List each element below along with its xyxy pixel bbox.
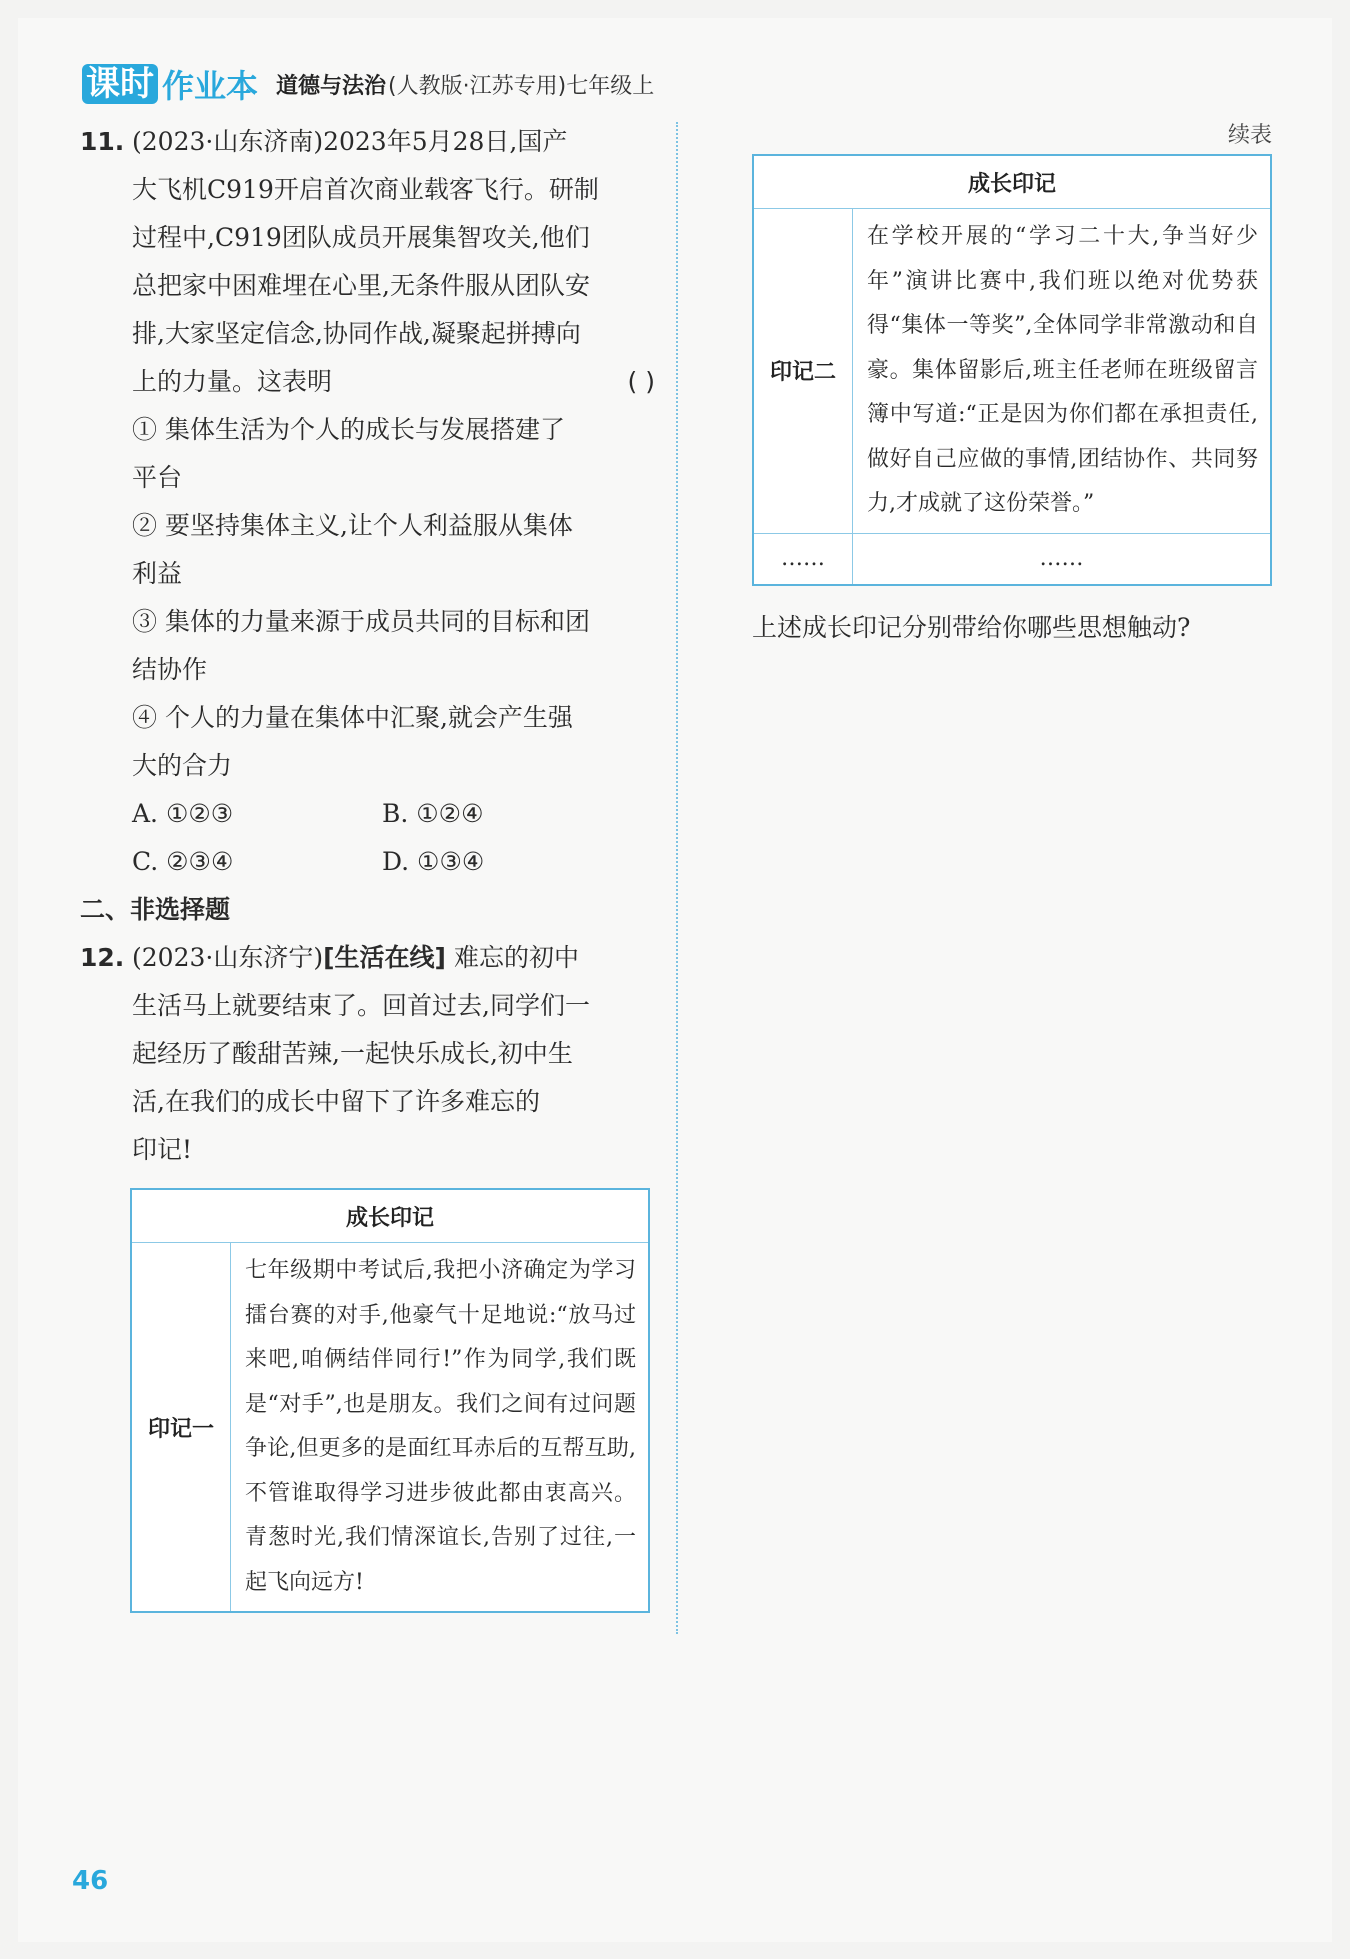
question-11 [80,118,655,886]
choice-d[interactable]: D. ①③④ [382,847,485,876]
choice-b[interactable]: B. ①②④ [382,799,484,828]
row-text: 七年级期中考试后,我把小济确定为学习擂台赛的对手,他豪气十足地说:“放马过来吧,咱俩结伴同行!”作为同学,我们既是“对手”,也是朋友。我们之间有过问题争论,但更多的是面红耳赤后的互帮互助,不管谁取得学习进步彼此都由衷高兴。青葱时光,我们情深谊长,告别了过往,一起飞向远方! [231,1243,650,1613]
question-source: (2023·山东济宁) [132,943,324,972]
right-column [752,118,1272,648]
left-column [80,118,655,1613]
continued-label: 续表 [1227,123,1272,148]
question-prompt: 上述成长印记分别带给你哪些思想触动? [752,612,1191,642]
option-1: ① 集体生活为个人的成长与发展搭建了 平台 [132,415,565,492]
question-line: 总把家中困难埋在心里,无条件服从团队安 [132,271,590,300]
growth-table-1 [130,1188,650,1613]
question-number: 12. [80,943,125,972]
choice-a[interactable]: A. ①②③ [132,799,234,828]
row-label: 印记二 [753,209,853,534]
question-number: 11. [80,127,125,156]
question-line: 大飞机C919开启首次商业载客飞行。研制 [132,175,599,204]
question-tag: [生活在线] [323,943,446,972]
row-text: 在学校开展的“学习二十大,争当好少年”演讲比赛中,我们班以绝对优势获得“集体一等奖”,全体同学非常激动和自豪。集体留影后,班主任老师在班级留言簿中写道:“正是因为你们都在承担责任,做好自己应做的事情,团结协作、共同努力,才成就了这份荣誉。” [853,209,1272,534]
question-line: 活,在我们的成长中留下了许多难忘的 [132,1087,540,1116]
table-header: 成长印记 [131,1189,649,1243]
question-12 [80,934,655,1174]
section-heading: 二、非选择题 [80,895,231,924]
question-line [132,934,655,982]
question-line: 过程中,C919团队成员开展集智攻关,他们 [132,223,590,252]
logo-text: 作业本 [162,67,259,105]
question-text: 难忘的初中 [453,943,579,972]
book-subtitle: (人教版·江苏专用)七年级上 [388,73,655,99]
column-divider [676,122,678,1634]
option-2: ② 要坚持集体主义,让个人利益服从集体 利益 [132,511,573,588]
logo [82,61,258,107]
header [82,62,654,106]
question-line: (2023·山东济南)2023年5月28日,国产 [132,127,568,156]
table-header: 成长印记 [753,155,1271,209]
question-line: 排,大家坚定信念,协同作战,凝聚起拼搏向 [132,319,581,348]
choice-c[interactable]: C. ②③④ [132,847,234,876]
row-label: 印记一 [131,1243,231,1613]
option-3: ③ 集体的力量来源于成员共同的目标和团 结协作 [132,607,590,684]
question-line: 起经历了酸甜苦辣,一起快乐成长,初中生 [132,1039,573,1068]
question-line: 印记! [132,1135,193,1164]
option-4: ④ 个人的力量在集体中汇聚,就会产生强 大的合力 [132,703,573,780]
logo-box: 课时 [82,64,158,104]
row-label-ellipsis: …… [753,533,853,585]
row-text-ellipsis: …… [853,533,1272,585]
question-stem-end: 上的力量。这表明 [132,367,333,396]
book-title: 道德与法治 [276,73,387,99]
growth-table-2 [752,154,1272,586]
answer-choices [132,790,655,886]
question-body [132,118,655,886]
question-body [132,934,655,1174]
page-number: 46 [72,1866,109,1896]
question-line [132,358,655,406]
question-line: 生活马上就要结束了。回首过去,同学们一 [132,991,590,1020]
answer-blank[interactable]: ( ) [627,367,655,396]
